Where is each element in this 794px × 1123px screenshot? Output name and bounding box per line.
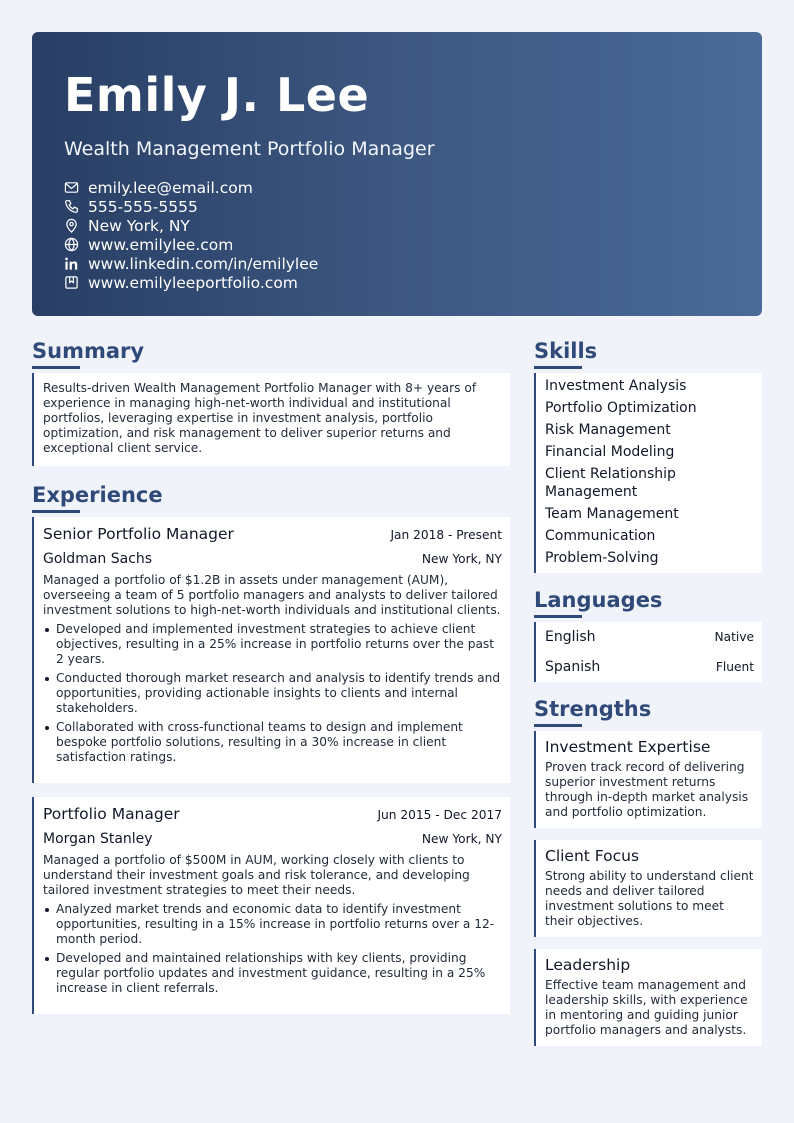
candidate-title: Wealth Management Portfolio Manager bbox=[64, 138, 435, 160]
skill-item: Investment Analysis bbox=[545, 378, 687, 395]
job-location: New York, NY bbox=[421, 552, 502, 567]
summary-card bbox=[32, 373, 510, 466]
job-dates: Jan 2018 - Present bbox=[390, 528, 502, 543]
strengths-section bbox=[534, 698, 762, 1046]
contact-email[interactable] bbox=[64, 178, 730, 197]
contact-location bbox=[64, 216, 730, 235]
contact-portfolio-text: www.emilyleeportfolio.com bbox=[88, 273, 298, 292]
job-bullet: Analyzed market trends and economic data to identify investment opportunities, resulting in a 15% increase in portfolio returns over a 12-month period. bbox=[43, 902, 502, 947]
portfolio-icon bbox=[64, 275, 79, 290]
globe-icon bbox=[64, 237, 79, 252]
languages-heading: Languages bbox=[534, 589, 662, 616]
strength-item bbox=[534, 731, 762, 828]
contact-linkedin[interactable] bbox=[64, 254, 730, 273]
language-item bbox=[536, 622, 762, 652]
job-bullet: Developed and implemented investment strategies to achieve client objectives, resulting in a 25% increase in portfolio returns over the past 2 years. bbox=[43, 622, 502, 667]
skill-item: Risk Management bbox=[545, 422, 671, 439]
skills-card bbox=[534, 373, 762, 573]
resume-header bbox=[32, 32, 762, 316]
skills-heading: Skills bbox=[534, 340, 597, 367]
candidate-name: Emily J. Lee bbox=[64, 68, 370, 122]
contact-list bbox=[64, 178, 730, 292]
email-icon bbox=[64, 180, 79, 195]
contact-phone[interactable] bbox=[64, 197, 730, 216]
strength-text: Strong ability to understand client needs and deliver tailored investment solutions to meet their objectives. bbox=[545, 869, 754, 929]
experience-heading: Experience bbox=[32, 484, 163, 511]
skill-item: Portfolio Optimization bbox=[545, 400, 697, 417]
job-role: Senior Portfolio Manager bbox=[43, 525, 234, 544]
skill-item: Financial Modeling bbox=[545, 444, 675, 461]
job-bullets bbox=[43, 902, 502, 996]
contact-email-text: emily.lee@email.com bbox=[88, 178, 253, 197]
skills-section bbox=[534, 340, 762, 573]
contact-portfolio[interactable] bbox=[64, 273, 730, 292]
contact-phone-text: 555-555-5555 bbox=[88, 197, 198, 216]
contact-website-text: www.emilylee.com bbox=[88, 235, 234, 254]
job-company: Goldman Sachs bbox=[43, 551, 153, 568]
language-level: Native bbox=[714, 630, 754, 645]
summary-section bbox=[32, 340, 510, 466]
phone-icon bbox=[64, 199, 79, 214]
job-description: Managed a portfolio of $500M in AUM, working closely with clients to understand their investment goals and risk tolerance, and developing tailored investment strategies to meet their needs. bbox=[43, 853, 470, 898]
strength-title: Client Focus bbox=[545, 847, 640, 866]
experience-item bbox=[32, 517, 510, 783]
summary-heading: Summary bbox=[32, 340, 144, 367]
strength-item bbox=[534, 949, 762, 1046]
strength-title: Investment Expertise bbox=[545, 738, 711, 757]
languages-card bbox=[534, 622, 762, 682]
skill-item: Team Management bbox=[545, 506, 679, 523]
experience-item bbox=[32, 797, 510, 1014]
job-location: New York, NY bbox=[421, 832, 502, 847]
languages-section bbox=[534, 589, 762, 682]
side-column bbox=[534, 340, 762, 1058]
strength-title: Leadership bbox=[545, 956, 631, 975]
job-bullets bbox=[43, 622, 502, 765]
job-bullet: Collaborated with cross-functional teams to design and implement bespoke portfolio solutions, resulting in a 30% increase in client satisfaction ratings. bbox=[43, 720, 502, 765]
linkedin-icon bbox=[64, 256, 79, 271]
summary-text: Results-driven Wealth Management Portfolio Manager with 8+ years of experience in managing high-net-worth individual and institutional portfolios, leveraging expertise in investment analysis, portfolio optimization, and risk management to deliver superior returns and exceptional client service. bbox=[43, 381, 477, 456]
language-item bbox=[536, 652, 762, 682]
strength-item bbox=[534, 840, 762, 937]
strengths-heading: Strengths bbox=[534, 698, 651, 725]
skill-item: Client Relationship Management bbox=[545, 466, 676, 501]
strength-text: Proven track record of delivering superior investment returns through in-depth market analysis and portfolio optimization. bbox=[545, 760, 749, 820]
location-icon bbox=[64, 218, 79, 233]
contact-location-text: New York, NY bbox=[88, 216, 190, 235]
job-role: Portfolio Manager bbox=[43, 805, 180, 824]
language-name: Spanish bbox=[545, 659, 601, 676]
skill-item: Communication bbox=[545, 528, 656, 545]
experience-section bbox=[32, 484, 510, 1014]
job-bullet: Conducted thorough market research and analysis to identify trends and opportunities, providing actionable insights to clients and internal stakeholders. bbox=[43, 671, 502, 716]
job-company: Morgan Stanley bbox=[43, 831, 153, 848]
contact-linkedin-text: www.linkedin.com/in/emilylee bbox=[88, 254, 319, 273]
strength-text: Effective team management and leadership skills, with experience in mentoring and guiding junior portfolio managers and analysts. bbox=[545, 978, 748, 1038]
skill-item: Problem-Solving bbox=[545, 550, 659, 567]
main-column bbox=[32, 340, 510, 1028]
language-level: Fluent bbox=[715, 660, 754, 675]
job-dates: Jun 2015 - Dec 2017 bbox=[377, 808, 502, 823]
language-name: English bbox=[545, 629, 596, 646]
job-bullet: Developed and maintained relationships with key clients, providing regular portfolio updates and investment guidance, resulting in a 25% increase in client referrals. bbox=[43, 951, 502, 996]
contact-website[interactable] bbox=[64, 235, 730, 254]
job-description: Managed a portfolio of $1.2B in assets under management (AUM), overseeing a team of 5 portfolio managers and analysts to deliver tailored investment solutions to high-net-worth individuals and institutional clients. bbox=[43, 573, 501, 618]
